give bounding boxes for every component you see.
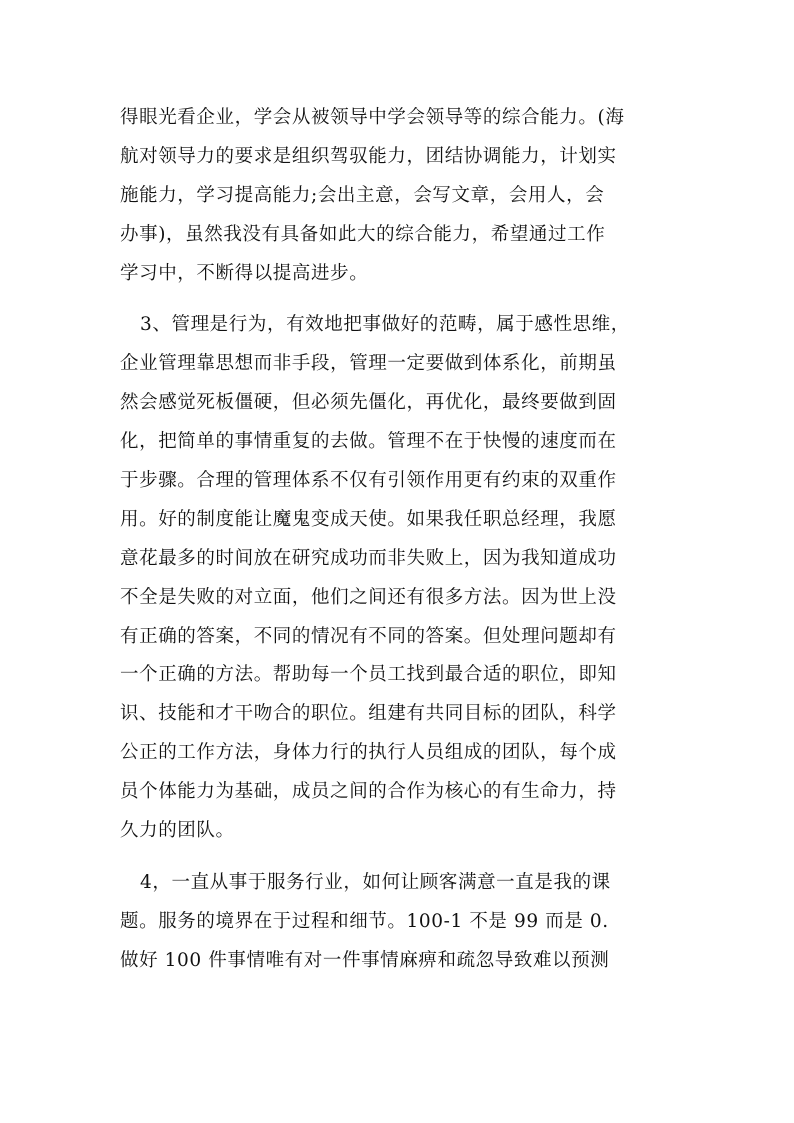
paragraph-gap (120, 293, 680, 306)
text-line: 一个正确的方法。帮助每一个员工找到最合适的职位，即知 (120, 664, 617, 686)
text-line: 办事)，虽然我没有具备如此大的综合能力，希望通过工作 (120, 223, 606, 245)
text-line: 航对领导力的要求是组织驾驭能力，团结协调能力，计划实 (120, 145, 617, 167)
paragraph-service (120, 864, 680, 981)
text-line: 3、管理是行为，有效地把事做好的范畴，属于感性思维， (140, 314, 630, 336)
paragraph-gap (120, 851, 680, 864)
text-line: 久力的团队。 (120, 820, 235, 842)
text-line: 意花最多的时间放在研究成功而非失败上，因为我知道成功 (120, 547, 617, 569)
text-line: 4，一直从事于服务行业，如何让顾客满意一直是我的课 (140, 871, 611, 893)
paragraph-leadership-summary (120, 99, 680, 293)
text-line: 企业管理靠思想而非手段，管理一定要做到体系化，前期虽 (120, 353, 617, 375)
text-line: 化，把简单的事情重复的去做。管理不在于快慢的速度而在 (120, 431, 617, 453)
text-line: 识、技能和才干吻合的职位。组建有共同目标的团队，科学 (120, 703, 617, 725)
text-line: 公正的工作方法，身体力行的执行人员组成的团队，每个成 (120, 742, 617, 764)
document-body (120, 99, 680, 981)
text-line: 不全是失败的对立面，他们之间还有很多方法。因为世上没 (120, 586, 617, 608)
text-line: 有正确的答案，不同的情况有不同的答案。但处理问题却有 (120, 625, 617, 647)
text-line: 然会感觉死板僵硬，但必须先僵化，再优化，最终要做到固 (120, 392, 617, 414)
text-line: 用。好的制度能让魔鬼变成天使。如果我任职总经理，我愿 (120, 508, 617, 530)
text-line: 得眼光看企业，学会从被领导中学会领导等的综合能力。(海 (120, 107, 625, 128)
text-line: 员个体能力为基础，成员之间的合作为核心的有生命力，持 (120, 781, 617, 803)
text-line: 做好 100 件事情唯有对一件事情麻痹和疏忽导致难以预测 (120, 949, 610, 971)
text-line: 于步骤。合理的管理体系不仅有引领作用更有约束的双重作 (120, 470, 617, 492)
text-line: 学习中，不断得以提高进步。 (120, 262, 369, 284)
text-line: 施能力，学习提高能力;会出主意，会写文章，会用人，会 (120, 184, 605, 206)
text-line: 题。服务的境界在于过程和细节。100-1 不是 99 而是 0. (120, 910, 609, 932)
paragraph-management (120, 306, 680, 850)
